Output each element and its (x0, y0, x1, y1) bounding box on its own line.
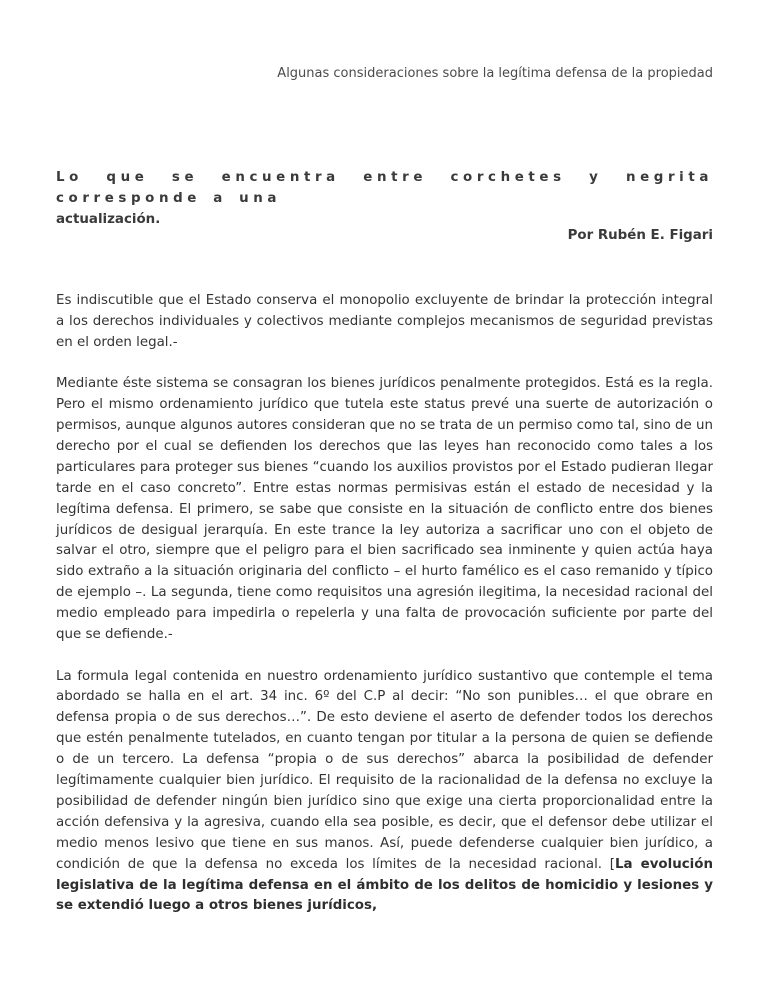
paragraph-3-text: La formula legal contenida en nuestro ordenamiento jurídico sustantivo que contemple el tema abordado se halla en el art. 34 inc. 6º del C.P al decir: “No son punibles… el que obrare en defensa propia o de sus derechos…”. De esto deviene el aserto de defender todos los derechos que estén penalmente tutelados, en cuanto tengan por titular a la persona de quien se defiende o de un tercero. La defensa “propia o de sus derechos” abarca la posibilidad de defender legítimamente cualquier bien jurídico. El requisito de la racionalidad de la defensa no excluye la posibilidad de defender ningún bien jurídico sino que exige una cierta proporcionalidad entre la acción defensiva y la agresiva, cuando ella sea posible, es decir, que el defensor debe utilizar el medio menos lesivo que tiene en sus manos. Así, puede defenderse cualquier bien jurídico, a condición de que la defensa no exceda los límites de la necesidad racional. [ (56, 668, 713, 872)
paragraph-2: Mediante éste sistema se consagran los bienes jurídicos penalmente protegidos. Está es la regla. Pero el mismo ordenamiento jurídico que tutela este status prevé una suerte de autorización o permisos, aunque algunos autores consideran que no se trata de un permiso como tal, sino de un derecho por el cual se defienden los derechos que las leyes han reconocido como tales a los particulares para proteger sus bienes “cuando los auxilios provistos por el Estado pudieran llegar tarde en el caso concreto”. Entre estas normas permisivas están el estado de necesidad y la legítima defensa. El primero, se sabe que consiste en la situación de conflicto entre dos bienes jurídicos de desigual jerarquía. En este trance la ley autoriza a sacrificar uno con el objeto de salvar el otro, siempre que el peligro para el bien sacrificado sea inminente y quien actúa haya sido extraño a la situación originaria del conflicto – el hurto famélico es el caso remanido y típico de ejemplo –. La segunda, tiene como requisitos una agresión ilegitima, la necesidad racional del medio empleado para impedirla o repelerla y una falta de provocación suficiente por parte del que se defiende.- (56, 376, 713, 643)
update-notice (56, 167, 713, 230)
paragraph-3-update-bold: La evolución legislativa de la legítima defensa en el ámbito de los delitos de homicidio y lesiones y se extendió luego a otros bienes jurídicos, (56, 856, 714, 914)
running-header: Algunas consideraciones sobre la legítima defensa de la propiedad (277, 66, 713, 81)
paragraph-1: Es indiscutible que el Estado conserva el monopolio excluyente de brindar la protección integral a los derechos individuales y colectivos mediante complejos mecanismos de seguridad previstas en el orden legal.- (56, 293, 713, 350)
body-text (56, 291, 713, 938)
update-notice-line-2: actualización. (56, 212, 161, 227)
update-notice-line-1: Lo que se encuentra entre corchetes y negrita corresponde a una (56, 170, 713, 206)
paragraph-3 (56, 667, 713, 918)
author-byline: Por Rubén E. Figari (567, 228, 713, 243)
